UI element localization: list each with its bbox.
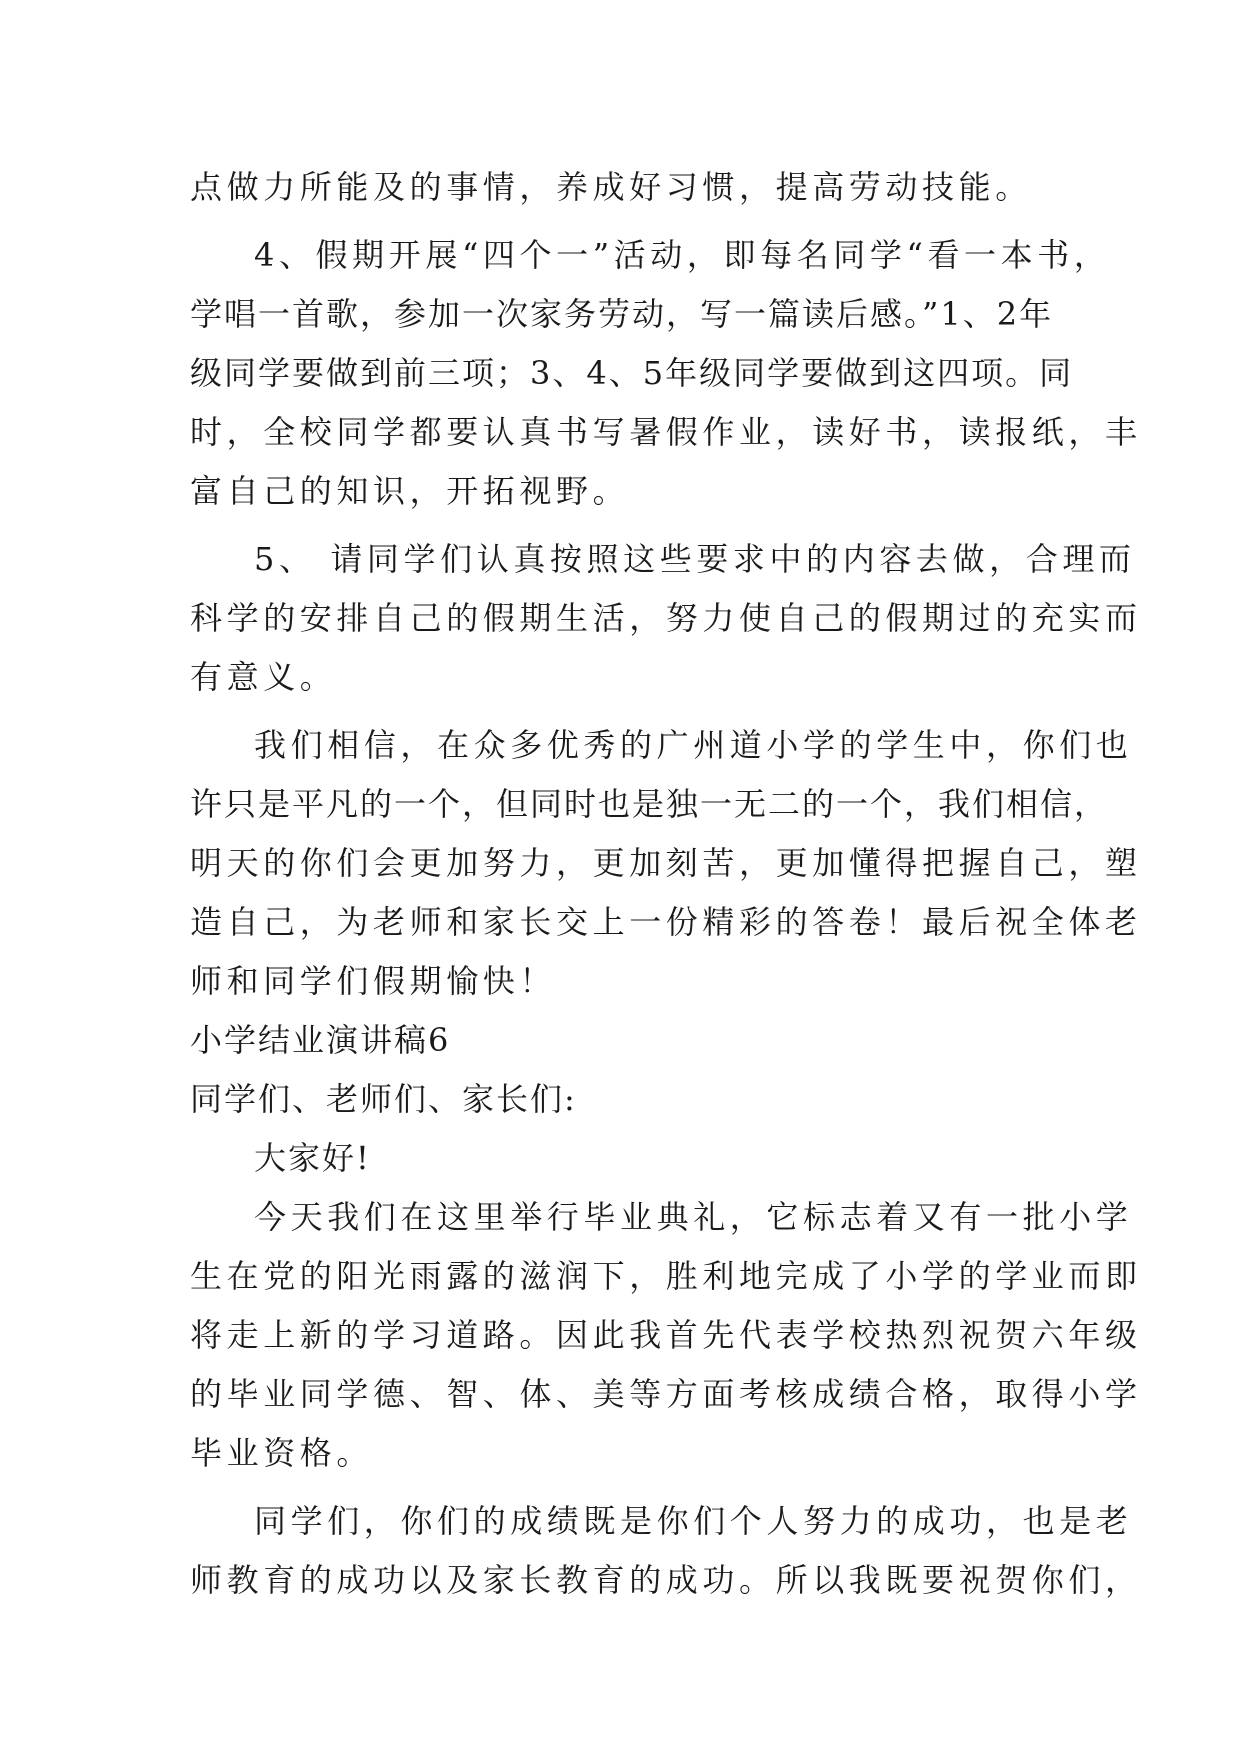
salutation: 同学们、老师们、家长们: — [190, 1080, 577, 1118]
paragraph-line: 造自己，为老师和家长交上一份精彩的答卷！最后祝全体老 — [190, 903, 1142, 941]
paragraph-line: 生在党的阳光雨露的滋润下，胜利地完成了小学的学业而即 — [190, 1257, 1142, 1295]
paragraph-line: 的毕业同学德、智、体、美等方面考核成绩合格，取得小学 — [190, 1375, 1142, 1413]
paragraph-line: 级同学要做到前三项；3、4、5年级同学要做到这四项。同 — [190, 354, 1074, 392]
paragraph-line: 时，全校同学都要认真书写暑假作业，读好书，读报纸，丰 — [190, 413, 1142, 451]
paragraph-line: 学唱一首歌，参加一次家务劳动，写一篇读后感。”1、2年 — [190, 295, 1054, 333]
document-body — [190, 158, 1142, 1610]
paragraph-line: 明天的你们会更加努力，更加刻苦，更加懂得把握自己，塑 — [190, 844, 1142, 882]
paragraph-line: 今天我们在这里举行毕业典礼，它标志着又有一批小学 — [254, 1198, 1133, 1236]
paragraph-line: 有意义。 — [190, 658, 337, 696]
paragraph-line: 科学的安排自己的假期生活，努力使自己的假期过的充实而 — [190, 599, 1142, 637]
paragraph-line: 师和同学们假期愉快！ — [190, 962, 557, 1000]
paragraph-line: 5、 请同学们认真按照这些要求中的内容去做，合理而 — [254, 540, 1136, 578]
greeting: 大家好! — [254, 1139, 371, 1177]
paragraph-line: 同学们，你们的成绩既是你们个人努力的成功，也是老 — [254, 1502, 1133, 1540]
paragraph-line: 富自己的知识，开拓视野。 — [190, 472, 630, 510]
paragraph-line: 4、假期开展“四个一”活动，即每名同学“看一本书， — [254, 236, 1111, 274]
paragraph-line: 点做力所能及的事情，养成好习惯，提高劳动技能。 — [190, 168, 1032, 206]
section-title: 小学结业演讲稿6 — [190, 1021, 451, 1059]
paragraph-line: 许只是平凡的一个，但同时也是独一无二的一个，我们相信， — [190, 785, 1109, 823]
paragraph-line: 毕业资格。 — [190, 1434, 374, 1472]
paragraph-line: 师教育的成功以及家长教育的成功。所以我既要祝贺你们， — [190, 1561, 1142, 1599]
paragraph-line: 将走上新的学习道路。因此我首先代表学校热烈祝贺六年级 — [190, 1316, 1142, 1354]
paragraph-line: 我们相信，在众多优秀的广州道小学的学生中，你们也 — [254, 726, 1133, 764]
